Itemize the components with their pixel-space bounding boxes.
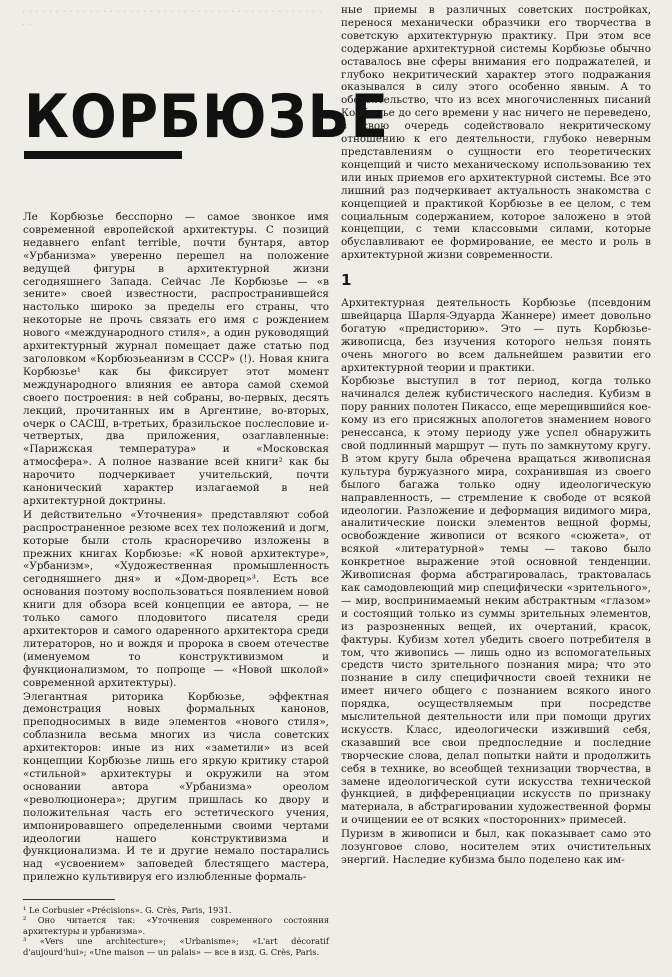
right-column — [341, 4, 651, 868]
paragraph: Корбюзье выступил в тот период, когда только начинался дележ кубистического наследия. Кубизм в пору ранних полотен Пикассо, еще мерещившийся кое-кому из его присяжных апологетов знамением нового ренессанса, к этому периоду уже успел обнаружить свой подлинный маршрут — путь по замкнутому кругу. В этом кругу была обречена вращаться живописная культура буржуазного мира, сохранившая из своего былого багажа только одну идеологическую направленность, — стремление к свободе от всякой идеологии. Разложение и деформация видимого мира, аналитические поиски элементов вещной формы, освобождение живописи от всякого «сюжета», от всякой «литературной» темы — таково было конкретное выражение этой основной тенденции. Живописная форма абстрагировалась, трактовалась как самодовлеющий мир специфически «зрительного», — мир, воспринимаемый неким абстрактным «глазом» и состоящий только из суммы зрительных элементов, из разрозненных вещей, их очертаний, красок, фактуры. Кубизм хотел убедить своего потребителя в том, что живопись — лишь одно из вспомогательных средств чисто зрительного познания мира; что это познание в силу специфичности своей техники не имеет ничего общего с познанием всякого иного порядка, осуществляемым при посредстве мыслительной деятельности или при помощи других искусств. Класс, идеологически изживший себя, сказавший все свои предпоследние и последние творческие слова, делал попытки найти и продолжить себя в технике, во всеобщей технизации творчества, в замене идеологической сути искусства технической функцией, в дифференциации искусств по признаку материала, в абстрагировании художественной формы и очищении ее от всяких «посторонних» примесей. — [341, 375, 651, 827]
article-title: КОРБЮЗЬЕ — [24, 81, 390, 151]
title-underline — [24, 151, 182, 159]
paragraph: Ле Корбюзье бесспорно — самое звонкое имя современной европейской архитектуры. С позиций недавнего enfant terrible, почти бунтаря, автор «Урбанизма» уверенно перешел на положение ведущей фигуры в архитектурной жизни сегодняшнего Запада. Сейчас Ле Корбюзье — «в зените» своей известности, распространившейся настолько широко за пределы его страны, что некоторые не прочь связать его имя с рождением нового «международного стиля», а один руководящий архитектурный журнал помещает даже статью под заголовком «Корбюзьеанизм в СССР» (!). Новая книга Корбюзье¹ как бы фиксирует этот момент международного влияния ее автора самой схемой своего построения: в ней собраны, во-первых, десять лекций, прочитанных им в Аргентине, во-вторых, очерк о САСШ, в-третьих, бразильское послесловие и-четвертых, два приложения, озаглавленные: «Парижская температура» и «Московская атмосфера». А полное название всей книги² как бы нарочито подчеркивает учительский, почти канонический характер излагаемой в ней архитектурной доктрины. — [23, 211, 329, 507]
paragraph: Архитектурная деятельность Корбюзье (псевдоним швейцарца Шарля-Эдуарда Жаннере) имеет довольно богатую «предисторию». Это — путь Корбюзье-живописца, без изучения которого нельзя понять очень многого во всем дальнейшем развитии его архитектурной теории и практики. — [341, 297, 651, 374]
left-column — [23, 211, 329, 885]
footnote: ² Оно читается так: «Уточнения современного состояния архитектуры и урбанизма». — [23, 915, 329, 936]
footnote: ³ «Vers une architecture»; «Urbanisme»; «L'art décoratif d'aujourd'hui»; «Une maison — un palais» — все в изд. G. Crès, Paris. — [23, 936, 329, 957]
section-number: 1 — [341, 271, 352, 290]
paragraph: ные приемы в различных советских постройках, перенося механически образчики его творчества в советскую архитектурную практику. При этом все содержание архитектурной системы Корбюзье обычно оставалось вне сферы внимания его подражателей, и глубоко некритический характер этого подражания оказывался в силу этого особенно явным. А то обстоятельство, что из всех многочисленных писаний Корбюзье до сего времени у нас ничего не переведено, в свою очередь содействовало некритическому отношению к его деятельности, глубоко неверным представлениям о сущности его теоретических концепций и чисто механическому использованию тех или иных приемов его архитектурной системы. Все это лишний раз подчеркивает актуальность знакомства с концепцией и практикой Корбюзье в ее целом, с тем социальным содержанием, которое заложено в этой концепции, с теми классовыми силами, которые обуславливают ее формирование, ее место и роль в архитектурной жизни современности. — [341, 4, 651, 262]
footnote: ¹ Le Corbusier «Précisions». G. Crès, Paris, 1931. — [23, 905, 232, 915]
footnote-divider — [23, 899, 115, 900]
footnotes — [23, 905, 329, 957]
paragraph: Элегантная риторика Корбюзье, эффектная демонстрация новых формальных канонов, преподносимых в виде элементов «нового стиля», соблазнила весьма многих из числа советских архитекторов: иные из них «заметили» из всей концепции Корбюзье лишь его яркую критику старой «стильной» архитектуры и окружили на этом основании автора «Урбанизма» ореолом «революционера»; другим пришлась ко двору и положительная часть его эстетического учения, импонировавшего определенными своими чертами идеологии нашего конструктивизма и функционализма. И те и другие немало постарались над «усвоением» заповедей блестящего мастера, прилежно культивируя его излюбленные формаль- — [23, 690, 329, 884]
paragraph: И действительно «Уточнения» представляют собой распространенное резюме всех тех положений и догм, которые были столь красноречиво изложены в прежних книгах Корбюзье: «К новой архитектуре», «Урбанизм», «Художественная промышленность сегодняшнего дня» и «Дом-дворец»³. Есть все основания поэтому воспользоваться появлением новой книги для обзора всей концепции ее автора, — не только самого плодовитого писателя среди архитекторов и самого одаренного архитектора среди литераторов, но и вождя и пророка в своем отечестве (именуемом то конструктивизмом и функционализмом, то попроще — «Новой школой» современной архитектуры). — [23, 508, 329, 689]
paragraph: Пуризм в живописи и был, как показывает само это лозунговое слово, носителем этих очистительных энергий. Наследие кубизма было поделено как им- — [341, 828, 651, 866]
faded-bleedthrough-text: · · · · · · · · · · · · · · · · · · · · · · · · · · · · · · · · · · · · · · · · · · · · · · · — [22, 6, 322, 31]
